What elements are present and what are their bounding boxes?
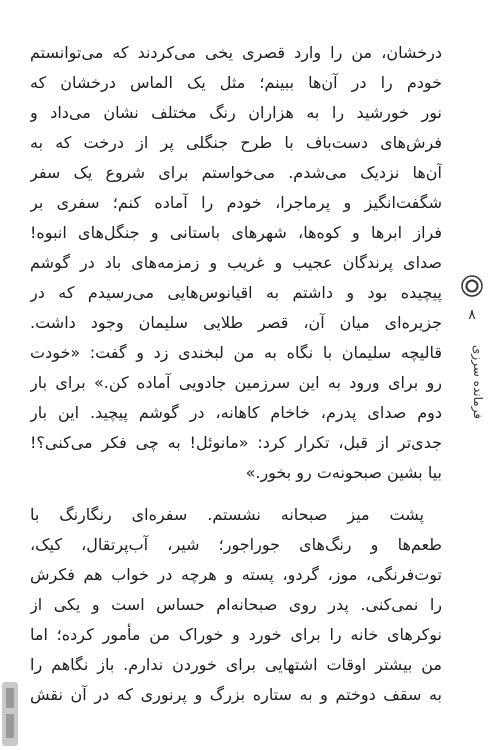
body-line: را نمی‌کنی. پدر روی صبحانه‌ام حساس است و یکی از [30, 595, 442, 614]
body-line: درخشان، من را وارد قصری یخی می‌کردند که می‌توانستم [30, 43, 442, 62]
body-line: به سقف دوختم و به ستاره بزرگ و پرنوری که در آن نقش [30, 685, 442, 704]
body-line: جزیره‌ای میان آن، قصر طلایی سلیمان وجود داشت. [30, 313, 442, 332]
body-line: من بیشتر اوقات اشتهایی برای خوردن ندارم. باز نگاهم را [30, 655, 442, 674]
body-line: نور خورشید را به هزاران رنگ مختلف نشان می‌داد و [30, 103, 442, 122]
body-line: صدای پرندگان عجیب و غریب و زمزمه‌های باد در گوشم [30, 253, 442, 272]
running-title: فرمانده سرزی [471, 344, 485, 420]
page-ornament-icon [460, 274, 484, 298]
publisher-watermark-icon [0, 678, 20, 750]
body-line: دوم صدای پدرم، خاخام کاهانه، در گوشم پیچید. این بار [30, 403, 442, 422]
body-line: فراز ابرها و کوه‌ها، شهرهای باستانی و جنگل‌های انبوه! [30, 223, 442, 242]
body-line: قالیچه سلیمان با نگاه به من لبخندی زد و گفت: «خودت [30, 343, 442, 362]
body-line: توت‌فرنگی، موز، گردو، پسته و هرچه در خواب هم فکرش [30, 565, 442, 584]
body-line: فرش‌های دست‌باف با طرح جنگلی پر از درخت که به [30, 133, 442, 152]
body-line: آن‌ها نزدیک می‌شدم. می‌خواستم برای شروع یک سفر [30, 163, 442, 182]
body-text [30, 38, 442, 718]
body-line: شگفت‌انگیز و پرماجرا، خودم را آماده کنم؛ سفری بر [30, 193, 442, 212]
body-line: رو برای ورود به این سرزمین جادویی آماده کن.» برای بار [30, 373, 442, 392]
page-number: ۸ [468, 307, 476, 323]
running-header [456, 274, 490, 444]
body-line: بیا بشین صبحونه‌ت رو بخور.» [245, 463, 442, 482]
body-line: پشت میز صبحانه نشستم. سفره‌ای رنگارنگ با [30, 505, 424, 524]
body-line: جدی‌تر از قبل، تکرار کرد: «مانوئل! به چی فکر می‌کنی؟! [30, 433, 442, 452]
body-line: نوکرهای خانه را برای خورد و خوراک من مأمور کرده؛ اما [30, 625, 442, 644]
body-line: پیچیده بود و داشتم به اقیانوس‌هایی می‌رسیدم که در [30, 283, 442, 302]
body-line: خودم را در آن‌ها ببینم؛ مثل یک الماس درخشان که [30, 73, 442, 92]
body-line: طعم‌ها و رنگ‌های جوراجور؛ شیر، آب‌پرتقال، کیک، [30, 535, 442, 554]
